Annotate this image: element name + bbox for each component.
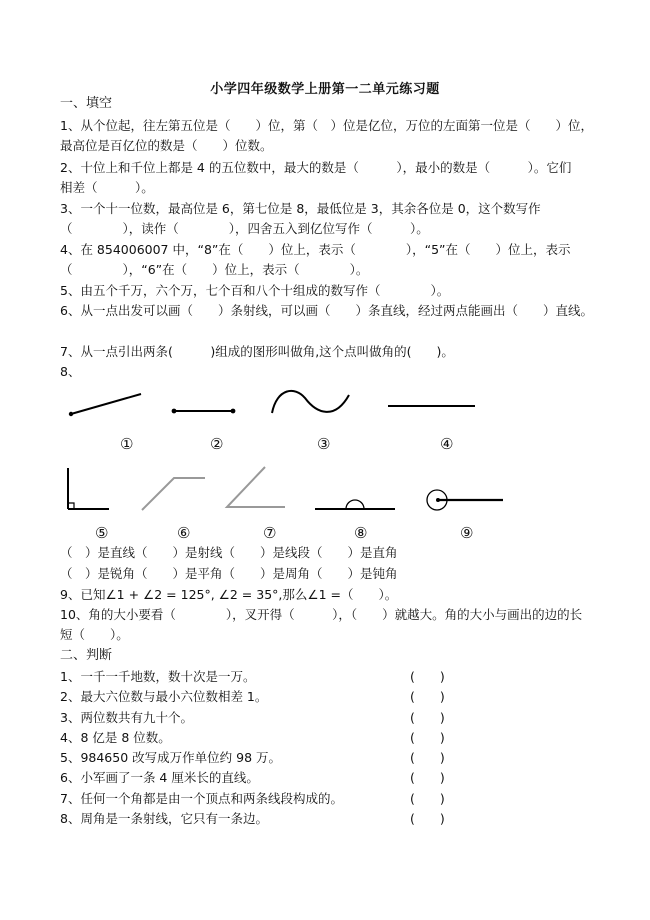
section2-heading: 二、判断 (60, 648, 113, 663)
fill-line-10: 6、从一点出发可以画（ ）条射线，可以画（ ）条直线，经过两点能画出（ ）直线。 (60, 303, 593, 318)
judge-answer-7: ( ) (410, 791, 445, 806)
judge-answer-1: ( ) (410, 669, 445, 684)
figure-label-2: ② (210, 435, 224, 453)
fill-line-9: 5、由五个千万，六个万，七个百和八个十组成的数写作（ ）。 (60, 283, 450, 298)
page-title: 小学四年级数学上册第一二单元练习题 (210, 82, 440, 97)
fill-line-12: 8、 (60, 364, 81, 379)
fill-line-11: 7、从一点引出两条( )组成的图形叫做角,这个点叫做角的( )。 (60, 344, 454, 359)
figure-label-7: ⑦ (263, 524, 277, 542)
judge-answer-3: ( ) (410, 710, 445, 725)
ray-figure-1 (69, 394, 141, 416)
figure-label-1: ① (120, 435, 134, 453)
judge-item-3: 3、两位数共有九十个。 (60, 710, 193, 725)
figures-row-2 (55, 460, 615, 520)
fill-line-2: 最高位是百亿位的数是（ ）位数。 (60, 138, 273, 153)
judge-answer-2: ( ) (410, 689, 445, 704)
judge-answer-5: ( ) (410, 750, 445, 765)
judge-item-2: 2、最大六位数与最小六位数相差 1。 (60, 689, 268, 704)
segment-figure-2 (172, 409, 236, 414)
fill-line-5: 3、一个十一位数，最高位是 6，第七位是 8，最低位是 3，其余各位是 0，这个数写作 (60, 201, 541, 216)
figure-question-line-1: （ ）是直线（ ）是射线（ ）是线段（ ）是直角 (60, 545, 398, 560)
section1-heading: 一、填空 (60, 96, 113, 111)
bent-line-figure-6 (142, 478, 205, 510)
judge-item-4: 4、8 亿是 8 位数。 (60, 730, 171, 745)
acute-angle-figure-7 (227, 467, 285, 507)
judge-answer-8: ( ) (410, 811, 445, 826)
figure-question-line-2: （ ）是锐角（ ）是平角（ ）是周角（ ）是钝角 (60, 566, 398, 581)
figure-label-9: ⑨ (460, 524, 474, 542)
fill-line-4: 相差（ ）。 (60, 180, 154, 195)
judge-answer-6: ( ) (410, 770, 445, 785)
judge-item-7: 7、任何一个角都是由一个顶点和两条线段构成的。 (60, 791, 343, 806)
figure-label-8: ⑧ (354, 524, 368, 542)
judge-item-6: 6、小军画了一条 4 厘米长的直线。 (60, 770, 259, 785)
judge-item-1: 1、一千一千地数，数十次是一万。 (60, 669, 256, 684)
figure-label-6: ⑥ (177, 524, 191, 542)
judge-answer-4: ( ) (410, 730, 445, 745)
judge-item-8: 8、周角是一条射线，它只有一条边。 (60, 811, 268, 826)
right-angle-figure-5 (68, 468, 109, 509)
fill-line-8: （ ），“6”在（ ）位上，表示（ ）。 (60, 262, 369, 277)
straight-angle-figure-8 (315, 500, 395, 509)
full-angle-figure-9 (427, 490, 503, 510)
fill-line-15: 短（ ）。 (60, 627, 129, 642)
fill-line-7: 4、在 854006007 中，“8”在（ ）位上，表示（ ），“5”在（ ）位上，表示 (60, 242, 571, 257)
figures-row-1 (55, 382, 615, 422)
fill-line-1: 1、从个位起，往左第五位是（ ）位，第（ ）位是亿位，万位的左面第一位是（ ）位， (60, 118, 593, 133)
fill-line-3: 2、十位上和千位上都是 4 的五位数中，最大的数是（ ），最小的数是（ ）。它们 (60, 160, 572, 175)
judge-item-5: 5、984650 改写成万作单位约 98 万。 (60, 750, 281, 765)
fill-line-6: （ ），读作（ ），四舍五入到亿位写作（ ）。 (60, 221, 429, 236)
figure-label-5: ⑤ (95, 524, 109, 542)
curve-figure-3 (272, 391, 349, 413)
figure-label-4: ④ (440, 435, 454, 453)
fill-line-13: 9、已知∠1 + ∠2 = 125°, ∠2 = 35°,那么∠1 =（ ）。 (60, 587, 398, 602)
fill-line-14: 10、角的大小要看（ ），叉开得（ ），（ ）就越大。角的大小与画出的边的长 (60, 607, 583, 622)
figure-label-3: ③ (317, 435, 331, 453)
